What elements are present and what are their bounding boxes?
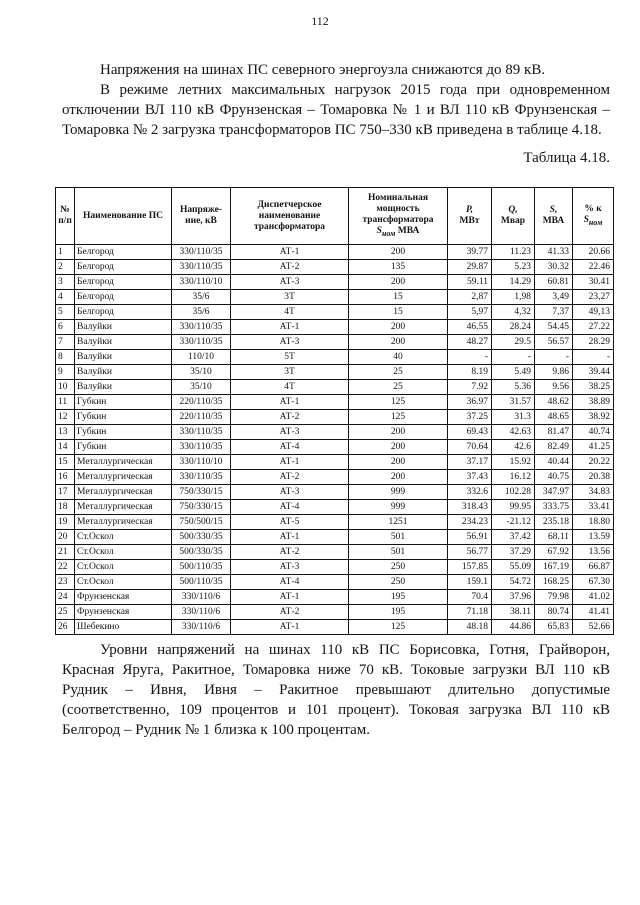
cell-substation: Валуйки	[75, 320, 172, 335]
cell-load-percent: 23,27	[573, 290, 614, 305]
cell-load-percent: 66.87	[573, 560, 614, 575]
cell-num: 9	[56, 365, 75, 380]
cell-active-power: 157.85	[448, 560, 492, 575]
cell-active-power: 70.64	[448, 440, 492, 455]
table-body	[56, 245, 614, 635]
table-row	[56, 350, 614, 365]
cell-num: 20	[56, 530, 75, 545]
table-row	[56, 530, 614, 545]
cell-load-percent: -	[573, 350, 614, 365]
cell-load-percent: 49,13	[573, 305, 614, 320]
cell-reactive-power: 5.49	[492, 365, 535, 380]
cell-apparent-power: 81.47	[535, 425, 573, 440]
cell-transformer: АТ-4	[231, 500, 349, 515]
table-row	[56, 515, 614, 530]
cell-apparent-power: 48.65	[535, 410, 573, 425]
table-row	[56, 260, 614, 275]
cell-num: 12	[56, 410, 75, 425]
table-row	[56, 365, 614, 380]
cell-nominal-power: 40	[349, 350, 448, 365]
header-nominal-symbol: S	[376, 226, 382, 237]
cell-nominal-power: 135	[349, 260, 448, 275]
cell-num: 21	[56, 545, 75, 560]
cell-reactive-power: 28.24	[492, 320, 535, 335]
cell-apparent-power: 54.45	[535, 320, 573, 335]
table-row	[56, 335, 614, 350]
cell-substation: Белгород	[75, 305, 172, 320]
cell-load-percent: 30.41	[573, 275, 614, 290]
paragraph-voltage-levels: Уровни напряжений на шинах 110 кВ ПС Борисовка, Готня, Грайворон, Красная Яруга, Ракитное, Томаровка ниже 70 кВ. Токовые загрузки ВЛ 110 кВ Рудник – Ивня, Ивня – Ракитное превышают длительно допустимые (соответственно, 109 процентов и 101 процент). Токовая загрузка ВЛ 110 кВ Белгород – Рудник № 1 близка к 100 процентам.	[62, 642, 610, 738]
cell-num: 14	[56, 440, 75, 455]
table-row	[56, 245, 614, 260]
cell-transformer: АТ-3	[231, 335, 349, 350]
cell-voltage: 330/110/6	[172, 605, 231, 620]
cell-reactive-power: 1,98	[492, 290, 535, 305]
cell-reactive-power: 31.3	[492, 410, 535, 425]
cell-nominal-power: 200	[349, 425, 448, 440]
cell-reactive-power: 31.57	[492, 395, 535, 410]
cell-active-power: 48.18	[448, 620, 492, 635]
cell-active-power: 2,87	[448, 290, 492, 305]
cell-apparent-power: 79.98	[535, 590, 573, 605]
cell-voltage: 35/6	[172, 305, 231, 320]
cell-nominal-power: 200	[349, 470, 448, 485]
cell-transformer: АТ-3	[231, 275, 349, 290]
page-number: 112	[311, 14, 329, 28]
cell-nominal-power: 1251	[349, 515, 448, 530]
cell-nominal-power: 25	[349, 365, 448, 380]
cell-num: 17	[56, 485, 75, 500]
cell-reactive-power: -	[492, 350, 535, 365]
cell-transformer: АТ-1	[231, 590, 349, 605]
cell-transformer: АТ-2	[231, 470, 349, 485]
table-row	[56, 305, 614, 320]
table-row	[56, 380, 614, 395]
cell-nominal-power: 250	[349, 575, 448, 590]
table-row	[56, 395, 614, 410]
cell-apparent-power: 48.62	[535, 395, 573, 410]
cell-apparent-power: 168.25	[535, 575, 573, 590]
cell-num: 2	[56, 260, 75, 275]
cell-num: 19	[56, 515, 75, 530]
header-active-power	[448, 188, 492, 245]
table-row	[56, 545, 614, 560]
cell-transformer: АТ-1	[231, 530, 349, 545]
header-apparent-power	[535, 188, 573, 245]
cell-voltage: 330/110/35	[172, 320, 231, 335]
cell-reactive-power: 37.29	[492, 545, 535, 560]
cell-apparent-power: 41.33	[535, 245, 573, 260]
cell-num: 24	[56, 590, 75, 605]
cell-apparent-power: 80.74	[535, 605, 573, 620]
cell-reactive-power: 11.23	[492, 245, 535, 260]
cell-nominal-power: 15	[349, 305, 448, 320]
cell-num: 11	[56, 395, 75, 410]
cell-active-power: 37.43	[448, 470, 492, 485]
cell-voltage: 500/330/35	[172, 545, 231, 560]
cell-load-percent: 28.29	[573, 335, 614, 350]
table-caption: Таблица 4.18.	[523, 150, 610, 166]
cell-voltage: 750/500/15	[172, 515, 231, 530]
cell-reactive-power: 5.36	[492, 380, 535, 395]
cell-num: 15	[56, 455, 75, 470]
header-q-unit: Мвар	[500, 216, 526, 226]
cell-voltage: 330/110/35	[172, 335, 231, 350]
cell-substation: Металлургическая	[75, 500, 172, 515]
cell-nominal-power: 999	[349, 500, 448, 515]
cell-transformer: АТ-1	[231, 395, 349, 410]
cell-num: 22	[56, 560, 75, 575]
cell-reactive-power: 15.92	[492, 455, 535, 470]
cell-nominal-power: 200	[349, 335, 448, 350]
cell-active-power: 8.19	[448, 365, 492, 380]
cell-num: 23	[56, 575, 75, 590]
cell-nominal-power: 250	[349, 560, 448, 575]
cell-apparent-power: 9.56	[535, 380, 573, 395]
cell-nominal-power: 125	[349, 410, 448, 425]
cell-substation: Губкин	[75, 425, 172, 440]
cell-apparent-power: 68.11	[535, 530, 573, 545]
header-pct-subscript: ном	[588, 217, 603, 227]
cell-reactive-power: 54.72	[492, 575, 535, 590]
table-row	[56, 620, 614, 635]
cell-apparent-power: 67.92	[535, 545, 573, 560]
cell-transformer: АТ-2	[231, 545, 349, 560]
cell-reactive-power: 38.11	[492, 605, 535, 620]
cell-reactive-power: 37.42	[492, 530, 535, 545]
cell-load-percent: 20.66	[573, 245, 614, 260]
cell-substation: Металлургическая	[75, 470, 172, 485]
cell-reactive-power: 29.5	[492, 335, 535, 350]
cell-reactive-power: 42.63	[492, 425, 535, 440]
cell-load-percent: 40.74	[573, 425, 614, 440]
cell-substation: Шебекино	[75, 620, 172, 635]
cell-apparent-power: 65.83	[535, 620, 573, 635]
cell-transformer: АТ-3	[231, 560, 349, 575]
cell-nominal-power: 195	[349, 590, 448, 605]
cell-nominal-power: 25	[349, 380, 448, 395]
cell-num: 10	[56, 380, 75, 395]
header-substation-name: Наименование ПС	[75, 188, 172, 245]
header-p-unit: МВт	[459, 216, 480, 226]
cell-nominal-power: 125	[349, 620, 448, 635]
cell-voltage: 500/110/35	[172, 575, 231, 590]
header-s-unit: МВА	[542, 216, 565, 226]
cell-substation: Ст.Оскол	[75, 545, 172, 560]
cell-active-power: 56.91	[448, 530, 492, 545]
cell-num: 8	[56, 350, 75, 365]
cell-active-power: 56.77	[448, 545, 492, 560]
cell-active-power: 7.92	[448, 380, 492, 395]
table-row	[56, 605, 614, 620]
cell-substation: Губкин	[75, 440, 172, 455]
table-row	[56, 590, 614, 605]
cell-load-percent: 41.25	[573, 440, 614, 455]
cell-active-power: 29.87	[448, 260, 492, 275]
cell-voltage: 330/110/6	[172, 590, 231, 605]
table-row	[56, 320, 614, 335]
header-p-symbol: P,	[466, 205, 473, 215]
cell-apparent-power: 60.81	[535, 275, 573, 290]
cell-load-percent: 41.02	[573, 590, 614, 605]
cell-voltage: 750/330/15	[172, 485, 231, 500]
cell-active-power: 332.6	[448, 485, 492, 500]
cell-transformer: АТ-4	[231, 440, 349, 455]
cell-load-percent: 20.38	[573, 470, 614, 485]
cell-apparent-power: 347.97	[535, 485, 573, 500]
cell-apparent-power: 9.86	[535, 365, 573, 380]
cell-substation: Ст.Оскол	[75, 560, 172, 575]
cell-load-percent: 33.41	[573, 500, 614, 515]
cell-num: 5	[56, 305, 75, 320]
cell-apparent-power: 30.32	[535, 260, 573, 275]
cell-nominal-power: 195	[349, 605, 448, 620]
cell-num: 26	[56, 620, 75, 635]
cell-nominal-power: 200	[349, 440, 448, 455]
cell-load-percent: 38.25	[573, 380, 614, 395]
cell-nominal-power: 501	[349, 530, 448, 545]
cell-transformer: АТ-3	[231, 485, 349, 500]
table-row	[56, 470, 614, 485]
cell-load-percent: 41.41	[573, 605, 614, 620]
cell-load-percent: 39.44	[573, 365, 614, 380]
cell-substation: Валуйки	[75, 350, 172, 365]
cell-load-percent: 52.66	[573, 620, 614, 635]
cell-active-power: 5,97	[448, 305, 492, 320]
cell-nominal-power: 125	[349, 395, 448, 410]
header-voltage: Напряже-ние, кВ	[172, 188, 231, 245]
cell-active-power: 159.1	[448, 575, 492, 590]
header-reactive-power	[492, 188, 535, 245]
cell-active-power: 69.43	[448, 425, 492, 440]
cell-transformer: 3Т	[231, 290, 349, 305]
cell-substation: Белгород	[75, 290, 172, 305]
cell-voltage: 500/330/35	[172, 530, 231, 545]
cell-nominal-power: 200	[349, 275, 448, 290]
cell-num: 7	[56, 335, 75, 350]
cell-apparent-power: 40.44	[535, 455, 573, 470]
header-num: № п/п	[56, 188, 75, 245]
cell-active-power: 71.18	[448, 605, 492, 620]
cell-num: 18	[56, 500, 75, 515]
cell-substation: Губкин	[75, 395, 172, 410]
cell-transformer: АТ-3	[231, 425, 349, 440]
cell-active-power: 234.23	[448, 515, 492, 530]
cell-substation: Металлургическая	[75, 515, 172, 530]
cell-substation: Валуйки	[75, 365, 172, 380]
cell-num: 1	[56, 245, 75, 260]
transformer-load-table	[55, 187, 614, 635]
cell-nominal-power: 501	[349, 545, 448, 560]
cell-apparent-power: 235.18	[535, 515, 573, 530]
cell-active-power: 48.27	[448, 335, 492, 350]
cell-transformer: 4Т	[231, 380, 349, 395]
cell-transformer: АТ-1	[231, 245, 349, 260]
cell-transformer: АТ-1	[231, 620, 349, 635]
table-header-row	[56, 188, 614, 245]
cell-load-percent: 34.83	[573, 485, 614, 500]
cell-apparent-power: 7,37	[535, 305, 573, 320]
cell-substation: Губкин	[75, 410, 172, 425]
table-row	[56, 485, 614, 500]
cell-reactive-power: -21.12	[492, 515, 535, 530]
cell-reactive-power: 16.12	[492, 470, 535, 485]
cell-active-power: 37.17	[448, 455, 492, 470]
cell-voltage: 330/110/35	[172, 470, 231, 485]
cell-substation: Фрунзенская	[75, 605, 172, 620]
cell-transformer: АТ-4	[231, 575, 349, 590]
cell-voltage: 330/110/10	[172, 275, 231, 290]
cell-num: 3	[56, 275, 75, 290]
header-dispatch-name: Диспетчерское наименование трансформатора	[231, 188, 349, 245]
cell-transformer: 4Т	[231, 305, 349, 320]
cell-apparent-power: 40.75	[535, 470, 573, 485]
cell-nominal-power: 200	[349, 320, 448, 335]
cell-transformer: АТ-1	[231, 455, 349, 470]
cell-voltage: 35/10	[172, 380, 231, 395]
cell-load-percent: 20.22	[573, 455, 614, 470]
cell-load-percent: 18.80	[573, 515, 614, 530]
cell-active-power: -	[448, 350, 492, 365]
cell-substation: Белгород	[75, 275, 172, 290]
cell-num: 25	[56, 605, 75, 620]
cell-reactive-power: 37.96	[492, 590, 535, 605]
cell-substation: Ст.Оскол	[75, 530, 172, 545]
cell-nominal-power: 15	[349, 290, 448, 305]
paragraph-summer-mode: В режиме летних максимальных нагрузок 2015 года при одновременном отключении ВЛ 110 кВ Фрунзенская – Томаровка № 1 и ВЛ 110 кВ Фрунзенская – Томаровка № 2 загрузка трансформаторов ПС 750–330 кВ приведена в таблице 4.18.	[62, 82, 610, 138]
cell-voltage: 110/10	[172, 350, 231, 365]
cell-load-percent: 38.92	[573, 410, 614, 425]
cell-voltage: 330/110/35	[172, 440, 231, 455]
cell-voltage: 35/6	[172, 290, 231, 305]
cell-transformer: АТ-2	[231, 410, 349, 425]
cell-active-power: 318.43	[448, 500, 492, 515]
cell-load-percent: 13.56	[573, 545, 614, 560]
cell-load-percent: 38.89	[573, 395, 614, 410]
table-row	[56, 290, 614, 305]
cell-reactive-power: 44.86	[492, 620, 535, 635]
cell-reactive-power: 42.6	[492, 440, 535, 455]
cell-voltage: 750/330/15	[172, 500, 231, 515]
header-s-symbol: S,	[549, 205, 558, 215]
cell-voltage: 35/10	[172, 365, 231, 380]
cell-voltage: 220/110/35	[172, 395, 231, 410]
cell-substation: Ст.Оскол	[75, 575, 172, 590]
cell-active-power: 37.25	[448, 410, 492, 425]
cell-substation: Металлургическая	[75, 485, 172, 500]
header-nominal-unit: МВА	[395, 226, 420, 237]
cell-nominal-power: 999	[349, 485, 448, 500]
cell-substation: Белгород	[75, 260, 172, 275]
table-row	[56, 455, 614, 470]
table-row	[56, 410, 614, 425]
cell-load-percent: 22.46	[573, 260, 614, 275]
cell-transformer: 5Т	[231, 350, 349, 365]
cell-substation: Валуйки	[75, 380, 172, 395]
paragraph-voltage-drop: Напряжения на шинах ПС северного энергоузла снижаются до 89 кВ.	[100, 62, 546, 78]
header-pct-label: % к	[584, 204, 602, 215]
cell-substation: Белгород	[75, 245, 172, 260]
header-nominal-label: Номинальная мощность трансформатора	[362, 193, 434, 226]
cell-apparent-power: -	[535, 350, 573, 365]
header-q-symbol: Q,	[508, 205, 518, 215]
cell-apparent-power: 333.75	[535, 500, 573, 515]
cell-nominal-power: 200	[349, 455, 448, 470]
cell-substation: Валуйки	[75, 335, 172, 350]
table-row	[56, 500, 614, 515]
cell-apparent-power: 82.49	[535, 440, 573, 455]
cell-load-percent: 67.30	[573, 575, 614, 590]
cell-voltage: 330/110/10	[172, 455, 231, 470]
table-row	[56, 275, 614, 290]
header-nominal-subscript: ном	[381, 228, 396, 238]
header-nominal-power	[349, 188, 448, 245]
cell-active-power: 70.4	[448, 590, 492, 605]
table-row	[56, 575, 614, 590]
cell-num: 4	[56, 290, 75, 305]
table-row	[56, 440, 614, 455]
cell-reactive-power: 99.95	[492, 500, 535, 515]
cell-reactive-power: 5.23	[492, 260, 535, 275]
cell-substation: Металлургическая	[75, 455, 172, 470]
cell-num: 16	[56, 470, 75, 485]
cell-transformer: АТ-2	[231, 260, 349, 275]
cell-voltage: 330/110/6	[172, 620, 231, 635]
cell-num: 6	[56, 320, 75, 335]
cell-active-power: 59.11	[448, 275, 492, 290]
cell-voltage: 330/110/35	[172, 260, 231, 275]
cell-transformer: АТ-1	[231, 320, 349, 335]
header-load-percent	[573, 188, 614, 245]
cell-transformer: АТ-5	[231, 515, 349, 530]
cell-apparent-power: 167.19	[535, 560, 573, 575]
cell-active-power: 46.55	[448, 320, 492, 335]
cell-reactive-power: 102.28	[492, 485, 535, 500]
cell-voltage: 330/110/35	[172, 245, 231, 260]
cell-reactive-power: 55.09	[492, 560, 535, 575]
cell-transformer: 3Т	[231, 365, 349, 380]
cell-reactive-power: 14.29	[492, 275, 535, 290]
cell-active-power: 36.97	[448, 395, 492, 410]
cell-load-percent: 27.22	[573, 320, 614, 335]
header-pct-symbol: S	[583, 215, 589, 226]
cell-apparent-power: 56.57	[535, 335, 573, 350]
cell-apparent-power: 3,49	[535, 290, 573, 305]
cell-substation: Фрунзенская	[75, 590, 172, 605]
cell-voltage: 220/110/35	[172, 410, 231, 425]
cell-transformer: АТ-2	[231, 605, 349, 620]
cell-reactive-power: 4,32	[492, 305, 535, 320]
table-row	[56, 560, 614, 575]
cell-active-power: 39.77	[448, 245, 492, 260]
table-row	[56, 425, 614, 440]
cell-nominal-power: 200	[349, 245, 448, 260]
cell-load-percent: 13.59	[573, 530, 614, 545]
cell-voltage: 330/110/35	[172, 425, 231, 440]
cell-voltage: 500/110/35	[172, 560, 231, 575]
cell-num: 13	[56, 425, 75, 440]
